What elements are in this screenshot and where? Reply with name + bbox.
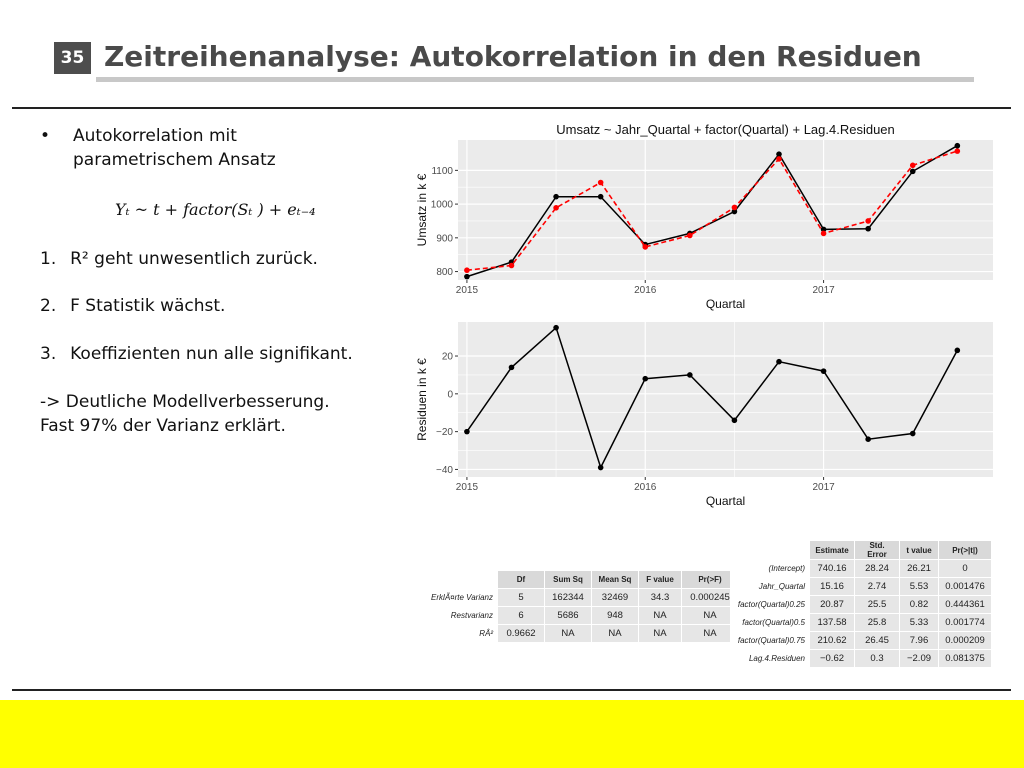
fitted-data-point: [732, 205, 738, 211]
table-row: [419, 607, 739, 625]
y-tick-label: 20: [441, 351, 453, 363]
chart-title: Umsatz ~ Jahr_Quartal + factor(Quartal) + Lag.4.Residuen: [556, 122, 895, 137]
fitted-data-point: [509, 263, 515, 269]
anova-col-header: F value: [639, 571, 682, 589]
table-cell: 5686: [545, 607, 592, 625]
fitted-data-point: [821, 231, 827, 237]
table-cell: 32469: [592, 589, 639, 607]
fitted-data-point: [776, 156, 782, 162]
title-underline: [96, 77, 974, 82]
anova-col-header: Df: [498, 571, 545, 589]
x-tick-label: 2015: [455, 285, 479, 296]
actual-data-point: [776, 359, 782, 365]
table-row: [731, 560, 992, 578]
row-label: Jahr_Quartal: [731, 578, 810, 596]
table-cell: 26.45: [855, 632, 900, 650]
row-label: factor(Quartal)0.5: [731, 614, 810, 632]
table-cell: 0.3: [855, 650, 900, 668]
row-label: Restvarianz: [419, 607, 498, 625]
table-cell: 0.001476: [939, 578, 992, 596]
anova-table: [418, 570, 739, 643]
actual-data-point: [865, 226, 871, 232]
table-cell: NA: [682, 625, 739, 643]
conclusion-line1: -> Deutliche Modellverbesserung.: [40, 392, 330, 412]
table-row: [419, 625, 739, 643]
table-cell: 6: [498, 607, 545, 625]
fitted-data-point: [598, 180, 604, 186]
table-cell: 7.96: [900, 632, 939, 650]
row-label: (Intercept): [731, 560, 810, 578]
actual-data-point: [687, 372, 693, 378]
coef-header-row: [731, 541, 992, 560]
table-cell: 0.081375: [939, 650, 992, 668]
coefficients-table: [730, 540, 992, 668]
coef-corner: [731, 541, 810, 560]
table-cell: 0: [939, 560, 992, 578]
fitted-data-point: [553, 205, 559, 211]
x-axis-label: Quartal: [705, 297, 746, 311]
table-cell: 25.8: [855, 614, 900, 632]
table-cell: 5.33: [900, 614, 939, 632]
x-axis-label: Quartal: [705, 494, 746, 508]
actual-data-point: [821, 368, 827, 374]
plot-panel: [458, 322, 993, 477]
x-tick-label: 2015: [455, 482, 479, 493]
table-row: [731, 650, 992, 668]
table-cell: 0.000209: [939, 632, 992, 650]
y-tick-label: 1000: [430, 199, 453, 211]
slide-title: Zeitreihenanalyse: Autokorrelation in den Residuen: [104, 40, 922, 73]
table-cell: 5: [498, 589, 545, 607]
table-cell: 740.16: [810, 560, 855, 578]
list-item-2: 2. F Statistik wächst.: [40, 296, 226, 316]
table-cell: 948: [592, 607, 639, 625]
anova-col-header: Mean Sq: [592, 571, 639, 589]
y-tick-label: −40: [436, 464, 453, 476]
coef-col-header: Pr(>|t|): [939, 541, 992, 560]
row-label: factor(Quartal)0.25: [731, 596, 810, 614]
table-cell: 0.444361: [939, 596, 992, 614]
anova-col-header: Pr(>F): [682, 571, 739, 589]
row-label: Lag.4.Residuen: [731, 650, 810, 668]
actual-data-point: [910, 431, 916, 437]
fitted-data-point: [642, 244, 648, 250]
x-tick-label: 2017: [812, 285, 835, 296]
bullet-dot: •: [40, 126, 51, 146]
x-tick-label: 2017: [812, 482, 835, 493]
y-tick-label: −20: [436, 427, 453, 439]
table-cell: NA: [639, 607, 682, 625]
y-tick-label: 1100: [431, 165, 453, 177]
actual-data-point: [598, 194, 604, 200]
table-cell: 0.82: [900, 596, 939, 614]
table-row: [731, 578, 992, 596]
y-tick-label: 0: [447, 389, 453, 401]
fitted-data-point: [910, 163, 916, 169]
y-axis-label: Residuen in k €: [415, 358, 429, 441]
actual-data-point: [464, 274, 470, 280]
list-item-3: 3. Koeffizienten nun alle signifikant.: [40, 344, 353, 364]
table-cell: 5.53: [900, 578, 939, 596]
table-cell: 210.62: [810, 632, 855, 650]
table-cell: 34.3: [639, 589, 682, 607]
residuen-chart: [410, 318, 1000, 513]
table-cell: 0.001774: [939, 614, 992, 632]
top-divider: [12, 107, 1011, 109]
table-row: [731, 596, 992, 614]
row-label: RÂ²: [419, 625, 498, 643]
table-cell: 20.87: [810, 596, 855, 614]
table-cell: NA: [639, 625, 682, 643]
table-cell: 28.24: [855, 560, 900, 578]
table-cell: 162344: [545, 589, 592, 607]
actual-data-point: [732, 417, 738, 423]
table-cell: 25.5: [855, 596, 900, 614]
bullet-text-line1: Autokorrelation mit: [73, 126, 237, 146]
coef-col-header: Estimate: [810, 541, 855, 560]
table-row: [731, 614, 992, 632]
y-axis-label: Umsatz in k €: [415, 173, 429, 247]
table-cell: NA: [592, 625, 639, 643]
actual-data-point: [642, 376, 648, 382]
y-tick-label: 900: [436, 233, 453, 245]
actual-data-point: [553, 194, 559, 200]
anova-header-row: [419, 571, 739, 589]
conclusion-line2: Fast 97% der Varianz erklärt.: [40, 416, 286, 436]
anova-corner: [419, 571, 498, 589]
table-cell: 0.9662: [498, 625, 545, 643]
plot-panel: [458, 140, 993, 280]
x-tick-label: 2016: [634, 285, 657, 296]
table-cell: 15.16: [810, 578, 855, 596]
table-cell: 137.58: [810, 614, 855, 632]
bullet-text-line2: parametrischem Ansatz: [73, 150, 276, 170]
table-cell: NA: [682, 607, 739, 625]
actual-data-point: [865, 436, 871, 442]
umsatz-chart: [410, 112, 1000, 317]
fitted-data-point: [955, 148, 961, 154]
anova-col-header: Sum Sq: [545, 571, 592, 589]
actual-data-point: [955, 348, 961, 354]
actual-data-point: [598, 465, 604, 471]
coef-col-header: Std. Error: [855, 541, 900, 560]
table-cell: 26.21: [900, 560, 939, 578]
bottom-divider: [12, 689, 1011, 691]
row-label: factor(Quartal)0.75: [731, 632, 810, 650]
coef-col-header: t value: [900, 541, 939, 560]
actual-data-point: [509, 365, 515, 371]
table-cell: 0.000245: [682, 589, 739, 607]
table-row: [419, 589, 739, 607]
actual-data-point: [955, 143, 961, 149]
table-row: [731, 632, 992, 650]
row-label: ErklÃ¤rte Varianz: [419, 589, 498, 607]
slide-number: 35: [54, 42, 91, 74]
actual-data-point: [910, 169, 916, 175]
fitted-data-point: [865, 218, 871, 224]
actual-data-point: [464, 429, 470, 435]
fitted-data-point: [464, 267, 470, 273]
table-cell: −2.09: [900, 650, 939, 668]
table-cell: NA: [545, 625, 592, 643]
table-cell: 2.74: [855, 578, 900, 596]
y-tick-label: 800: [436, 267, 453, 279]
x-tick-label: 2016: [634, 482, 657, 493]
model-formula: Yₜ ~ t + factor(Sₜ ) + eₜ₋₄: [115, 200, 316, 219]
actual-data-point: [553, 325, 559, 331]
fitted-data-point: [687, 233, 693, 239]
footer-bar: [0, 700, 1024, 768]
list-item-1: 1. R² geht unwesentlich zurück.: [40, 249, 318, 269]
table-cell: −0.62: [810, 650, 855, 668]
